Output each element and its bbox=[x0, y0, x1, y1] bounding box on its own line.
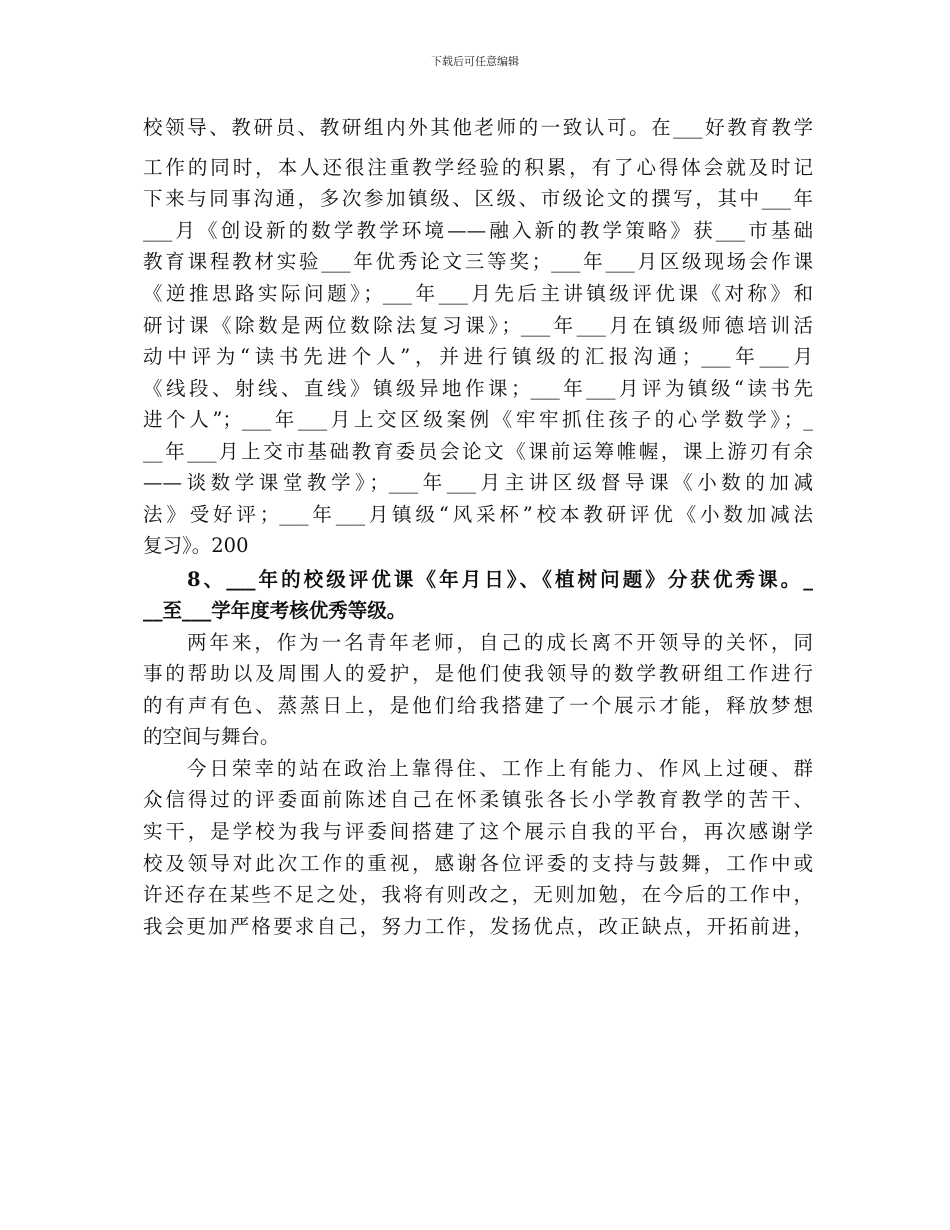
text-line: 的有声有色、蒸蒸日上，是他们给我搭建了一个展示才能，释放梦想 bbox=[143, 694, 813, 717]
text-line: 许还存在某些不足之处，我将有则改之，无则加勉，在今后的工作中， bbox=[143, 883, 813, 906]
text-line: ——谈数学课堂教学》；___年___月主讲区级督导课《小数的加减 bbox=[143, 471, 813, 494]
bold-text-line: 8、___年的校级评优课《年月日》、《植树问题》分获优秀课。_ bbox=[187, 568, 813, 591]
page-header: 下载后可任意编辑 bbox=[431, 55, 519, 68]
text-line: ___月《创设新的数学教学环境——融入新的教学策略》获___市基础 bbox=[143, 219, 813, 242]
text-line: __年___月上交市基础教育委员会论文《课前运筹帷幄，课上游刃有余 bbox=[143, 440, 813, 463]
text-line: 研讨课《除数是两位数除法复习课》；___年___月在镇级师德培训活 bbox=[143, 314, 813, 337]
text-line: 工作的同时，本人还很注重教学经验的积累，有了心得体会就及时记 bbox=[143, 156, 813, 179]
text-line: 《逆推思路实际问题》；___年___月先后主讲镇级评优课《对称》和 bbox=[143, 282, 813, 305]
text-line: 今日荣幸的站在政治上靠得住、工作上有能力、作风上过硬、群 bbox=[187, 757, 813, 780]
text-line: 实干，是学校为我与评委间搭建了这个展示自我的平台，再次感谢学 bbox=[143, 820, 813, 843]
text-line: 进个人”；___年___月上交区级案例《牢牢抓住孩子的心学数学》；_ bbox=[143, 408, 813, 431]
text-line: 校及领导对此次工作的重视，感谢各位评委的支持与鼓舞，工作中或 bbox=[143, 852, 813, 875]
text-line: 复习》。200 bbox=[143, 534, 249, 557]
text-line: 两年来，作为一名青年老师，自己的成长离不开领导的关怀，同 bbox=[187, 631, 813, 654]
text-line: 法》受好评；___年___月镇级“风采杯”校本教研评优《小数加减法 bbox=[143, 503, 813, 526]
bold-text-line: __至___学年度考核优秀等级。 bbox=[143, 599, 407, 622]
text-line: 众信得过的评委面前陈述自己在怀柔镇张各长小学教育教学的苦干、 bbox=[143, 788, 813, 811]
text-line: 《线段、射线、直线》镇级异地作课；___年___月评为镇级“读书先 bbox=[143, 377, 813, 400]
text-line: 我会更加严格要求自己，努力工作，发扬优点，改正缺点，开拓前进， bbox=[143, 915, 813, 938]
text-line: 校领导、教研员、教研组内外其他老师的一致认可。在___好教育教学 bbox=[143, 116, 813, 139]
text-line: 下来与同事沟通，多次参加镇级、区级、市级论文的撰写，其中___年 bbox=[143, 187, 813, 210]
text-line: 动中评为“读书先进个人”，并进行镇级的汇报沟通；___年___月 bbox=[143, 345, 813, 368]
text-line: 的空间与舞台。 bbox=[143, 725, 280, 748]
text-line: 教育课程教材实验___年优秀论文三等奖；___年___月区级现场会作课 bbox=[143, 250, 813, 273]
text-line: 事的帮助以及周围人的爱护，是他们使我领导的数学教研组工作进行 bbox=[143, 662, 813, 685]
